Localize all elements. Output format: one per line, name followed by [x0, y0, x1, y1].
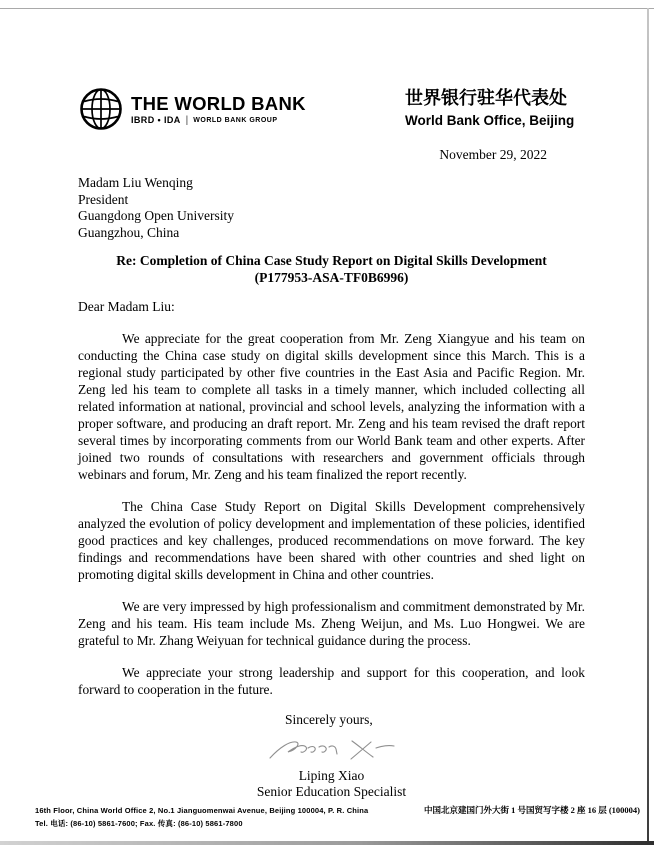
letterhead: [78, 86, 585, 132]
footer-street-address: 16th Floor, China World Office 2, No.1 Jianguomenwai Avenue, Beijing 100004, P. R. China: [35, 806, 369, 815]
footer-tel-fax: Tel. 电话: (86-10) 5861-7600; Fax. 传真: (86-10) 5861-7800: [35, 819, 243, 828]
salutation: Dear Madam Liu:: [78, 299, 175, 314]
body-paragraph-4: We appreciate your strong leadership and support for this cooperation, and look forward to cooperation in the future.: [78, 665, 585, 697]
body-paragraph-1: We appreciate for the great cooperation from Mr. Zeng Xiangyue and his team on conducting the China case study on digital skills development since this March. This is a regional study participated by other five countries in the East Asia and Pacific Region. Mr. Zeng led his team to complete all tasks in a timely manner, which included collecting all related information at national, provincial and school levels, analyzing the information with a proper software, and producing an draft report. Mr. Zeng and his team revised the draft report several times by incorporating comments from our World Bank team and other experts. After joined two rounds of consultations with researchers and government officials through webinars and forum, Mr. Zeng and his team finalized the report recently.: [78, 331, 585, 482]
recipient-org: Guangdong Open University: [78, 208, 234, 223]
logo-divider: |: [185, 114, 189, 126]
subject-line-1: Re: Completion of China Case Study Report on Digital Skills Development: [116, 253, 547, 268]
signer-title: Senior Education Specialist: [256, 784, 407, 799]
recipient-block: [78, 175, 585, 241]
subject-line-2: (P177953-ASA-TF0B6996): [254, 269, 409, 285]
letter-date: November 29, 2022: [439, 147, 547, 162]
recipient-city: Guangzhou, China: [78, 224, 180, 240]
recipient-role: President: [78, 191, 129, 207]
logo-text: [131, 93, 306, 126]
body-paragraph-3: We are very impressed by high professionalism and commitment demonstrated by Mr. Zeng and his team. His team include Ms. Zheng Weijun, and Ms. Luo Hongwei. We are grateful to Mr. Zhang Weiyuan for technical guidance during the process.: [78, 599, 585, 648]
scan-border-top: [0, 8, 654, 9]
office-name-chinese: 世界银行驻华代表处: [405, 88, 567, 108]
closing-phrase: Sincerely yours,: [285, 712, 373, 727]
footer-address-chinese: 中国北京建国门外大街 1 号国贸写字楼 2 座 16 层 (100004): [423, 805, 640, 815]
scan-border-right: [647, 8, 649, 843]
signer-name: Liping Xiao: [298, 768, 365, 783]
logo-ibrd-ida: IBRD • IDA: [131, 115, 181, 125]
letter-footer: [35, 804, 640, 830]
subject-block: [78, 253, 585, 286]
letter-content: [78, 86, 585, 800]
logo-brand: THE WORLD BANK: [131, 92, 306, 114]
scan-border-bottom: [0, 841, 654, 845]
globe-icon: [78, 86, 124, 132]
body-paragraph-2: The China Case Study Report on Digital Skills Development comprehensively analyzed the evolution of policy development and implementation of these policies, identified good practices and key challenges, produced recommendations on move forward. The key findings and recommendations have been shared with other countries and shed light on promoting digital skills development in China and other countries.: [78, 499, 585, 582]
footer-address-english: [35, 804, 368, 830]
office-block: [405, 86, 585, 129]
signature-block: [78, 732, 585, 800]
logo-group: WORLD BANK GROUP: [193, 116, 278, 124]
recipient-name: Madam Liu Wenqing: [78, 175, 193, 190]
logo-subbrand: [131, 115, 306, 126]
handwritten-signature-icon: [266, 732, 398, 768]
office-name-english: World Bank Office, Beijing: [405, 113, 575, 128]
world-bank-logo: [78, 86, 306, 132]
